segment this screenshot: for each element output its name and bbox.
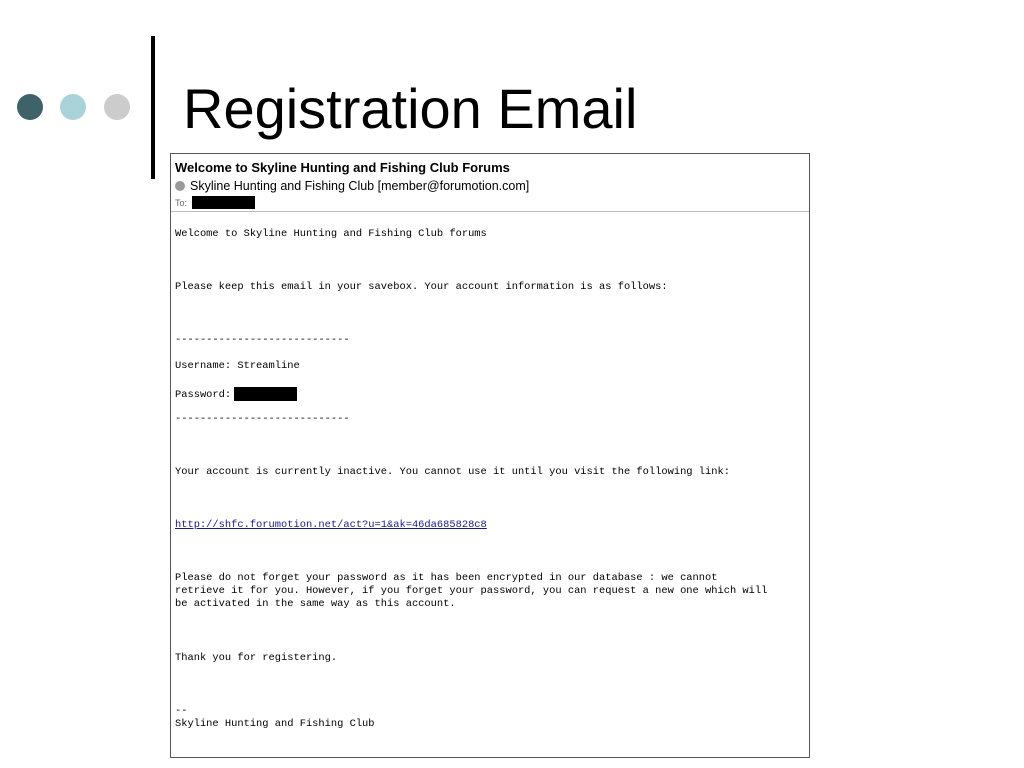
password-redacted [234, 387, 297, 401]
body-password-row [175, 387, 297, 402]
recipient-row [175, 196, 255, 209]
body-separator-top: ---------------------------- [175, 334, 350, 346]
decorative-dot-gray [104, 94, 130, 120]
email-sender: Skyline Hunting and Fishing Club [member@forumotion.com] [190, 179, 530, 193]
decorative-dot-light [60, 94, 86, 120]
to-label: To: [175, 197, 188, 208]
body-thanks: Thank you for registering. [175, 652, 338, 664]
email-screenshot [170, 153, 810, 758]
sender-row [175, 179, 529, 193]
signature-dash: -- [175, 705, 188, 717]
body-separator-bottom: ---------------------------- [175, 413, 350, 425]
body-password-note-1: Please do not forget your password as it has been encrypted in our database : we cannot [175, 572, 718, 584]
body-password-note-3: be activated in the same way as this account. [175, 598, 456, 610]
decorative-dot-dark [17, 94, 43, 120]
body-welcome: Welcome to Skyline Hunting and Fishing Club forums [175, 228, 487, 240]
body-inactive: Your account is currently inactive. You cannot use it until you visit the following link: [175, 466, 730, 478]
activation-link-row [175, 519, 487, 532]
activation-link[interactable]: http://shfc.forumotion.net/act?u=1&ak=46da685828c8 [175, 519, 487, 531]
body-password-note-2: retrieve it for you. However, if you forget your password, you can request a new one which will [175, 585, 768, 597]
email-subject: Welcome to Skyline Hunting and Fishing Club Forums [175, 160, 510, 175]
presence-status-icon [175, 181, 185, 191]
slide-title: Registration Email [183, 77, 638, 140]
title-divider [151, 36, 155, 179]
signature: Skyline Hunting and Fishing Club [175, 718, 375, 730]
body-keep-email: Please keep this email in your savebox. Your account information is as follows: [175, 281, 668, 293]
password-label: Password: [175, 388, 232, 401]
recipient-redacted [192, 196, 255, 209]
email-header [171, 154, 809, 212]
body-username: Username: Streamline [175, 360, 300, 372]
